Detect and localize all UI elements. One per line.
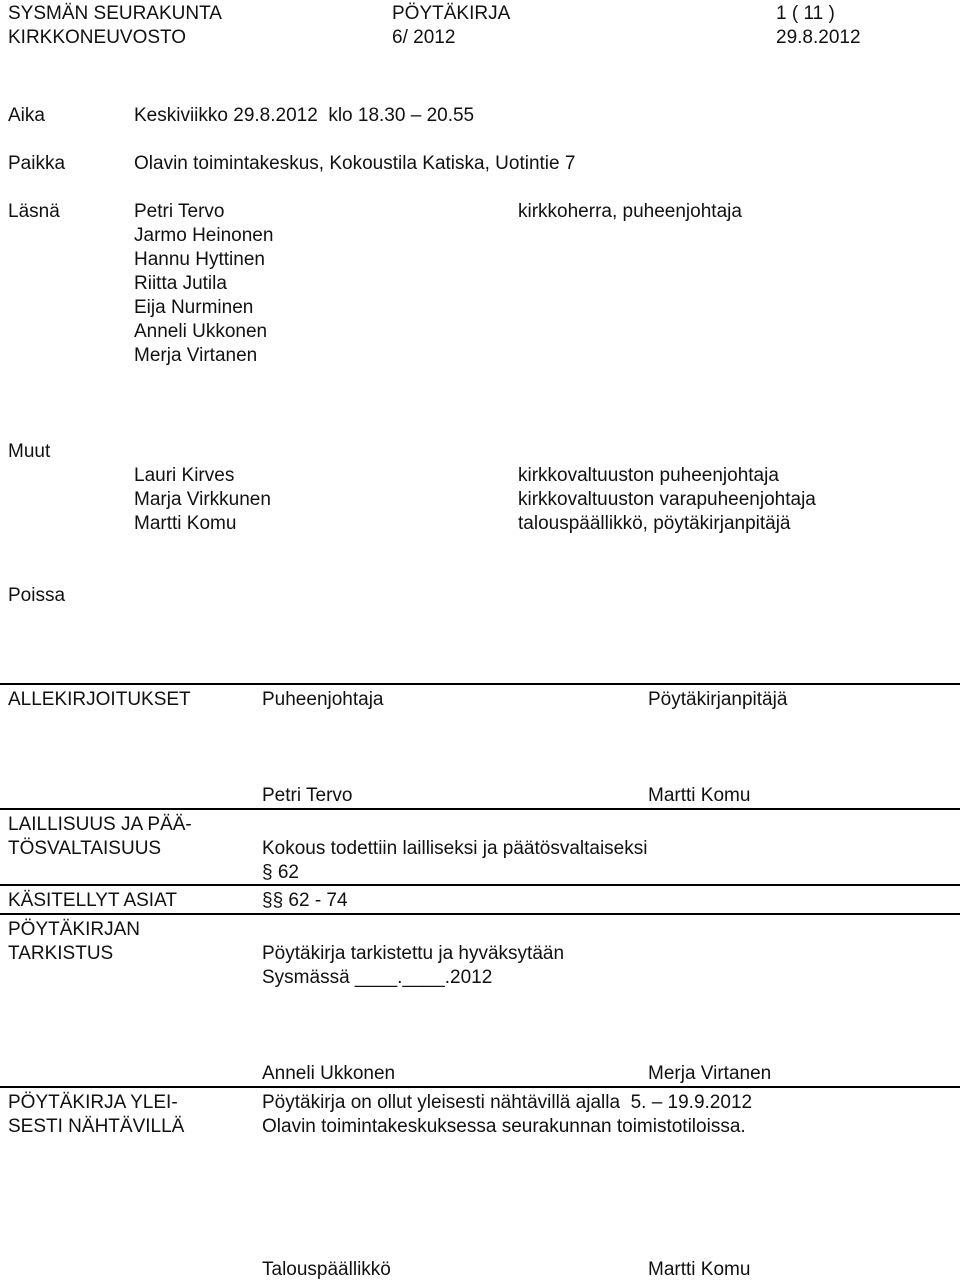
footer-title: Talouspäällikkö bbox=[262, 1259, 391, 1280]
doc-type: PÖYTÄKIRJA bbox=[392, 3, 511, 24]
other-person-role: talouspäällikkö, pöytäkirjanpitäjä bbox=[518, 513, 791, 534]
public-text-line2: Olavin toimintakeskuksessa seurakunnan toimistotiloissa. bbox=[262, 1116, 746, 1137]
review-label-line1: PÖYTÄKIRJAN bbox=[8, 919, 140, 940]
paikka-label: Paikka bbox=[8, 153, 66, 174]
handled-items-value: §§ 62 - 74 bbox=[262, 890, 348, 911]
secretary-name: Martti Komu bbox=[648, 785, 751, 806]
legality-label-line1: LAILLISUUS JA PÄÄ- bbox=[8, 814, 192, 835]
attendee: Eija Nurminen bbox=[134, 297, 254, 318]
aika-label: Aika bbox=[8, 105, 45, 126]
attendee: Merja Virtanen bbox=[134, 345, 258, 366]
divider bbox=[0, 808, 960, 810]
divider bbox=[0, 913, 960, 915]
legality-ref: § 62 bbox=[262, 862, 299, 883]
legality-label-line2: TÖSVALTAISUUS bbox=[8, 838, 162, 859]
attendee: Anneli Ukkonen bbox=[134, 321, 268, 342]
header-date: 29.8.2012 bbox=[776, 27, 861, 48]
muut-label: Muut bbox=[8, 441, 51, 462]
other-person: Marja Virkkunen bbox=[134, 489, 271, 510]
divider bbox=[0, 683, 960, 685]
secretary-title: Pöytäkirjanpitäjä bbox=[648, 689, 788, 710]
aika-value: Keskiviikko 29.8.2012 klo 18.30 – 20.55 bbox=[134, 105, 475, 126]
attendee: Riitta Jutila bbox=[134, 273, 227, 294]
board-name: KIRKKONEUVOSTO bbox=[8, 27, 187, 48]
meeting-number: 6/ 2012 bbox=[392, 27, 456, 48]
attendee: Petri Tervo bbox=[134, 201, 225, 222]
lasna-label: Läsnä bbox=[8, 201, 60, 222]
public-text-line1: Pöytäkirja on ollut yleisesti nähtävillä ajalla 5. – 19.9.2012 bbox=[262, 1092, 753, 1113]
page-number: 1 ( 11 ) bbox=[776, 3, 835, 24]
other-person-role: kirkkovaltuuston varapuheenjohtaja bbox=[518, 489, 816, 510]
other-person-role: kirkkovaltuuston puheenjohtaja bbox=[518, 465, 779, 486]
legality-text: Kokous todettiin lailliseksi ja päätösvaltaiseksi bbox=[262, 838, 648, 859]
other-person: Martti Komu bbox=[134, 513, 237, 534]
signatures-label: ALLEKIRJOITUKSET bbox=[8, 689, 191, 710]
footer-name: Martti Komu bbox=[648, 1259, 751, 1280]
attendee: Hannu Hyttinen bbox=[134, 249, 265, 270]
public-label-line1: PÖYTÄKIRJA YLEI- bbox=[8, 1092, 178, 1113]
poissa-label: Poissa bbox=[8, 585, 66, 606]
review-place: Sysmässä ____.____.2012 bbox=[262, 967, 493, 988]
paikka-value: Olavin toimintakeskus, Kokoustila Katiska, Uotintie 7 bbox=[134, 153, 576, 174]
review-text: Pöytäkirja tarkistettu ja hyväksytään bbox=[262, 943, 565, 964]
reviewer-name: Merja Virtanen bbox=[648, 1063, 772, 1084]
chair-name: Petri Tervo bbox=[262, 785, 353, 806]
chair-title: Puheenjohtaja bbox=[262, 689, 384, 710]
divider bbox=[0, 884, 960, 886]
handled-items-label: KÄSITELLYT ASIAT bbox=[8, 890, 177, 911]
reviewer-name: Anneli Ukkonen bbox=[262, 1063, 396, 1084]
review-label-line2: TARKISTUS bbox=[8, 943, 114, 964]
org-name: SYSMÄN SEURAKUNTA bbox=[8, 3, 222, 24]
public-label-line2: SESTI NÄHTÄVILLÄ bbox=[8, 1116, 185, 1137]
divider bbox=[0, 1086, 960, 1088]
other-person: Lauri Kirves bbox=[134, 465, 235, 486]
attendee-role: kirkkoherra, puheenjohtaja bbox=[518, 201, 742, 222]
attendee: Jarmo Heinonen bbox=[134, 225, 274, 246]
